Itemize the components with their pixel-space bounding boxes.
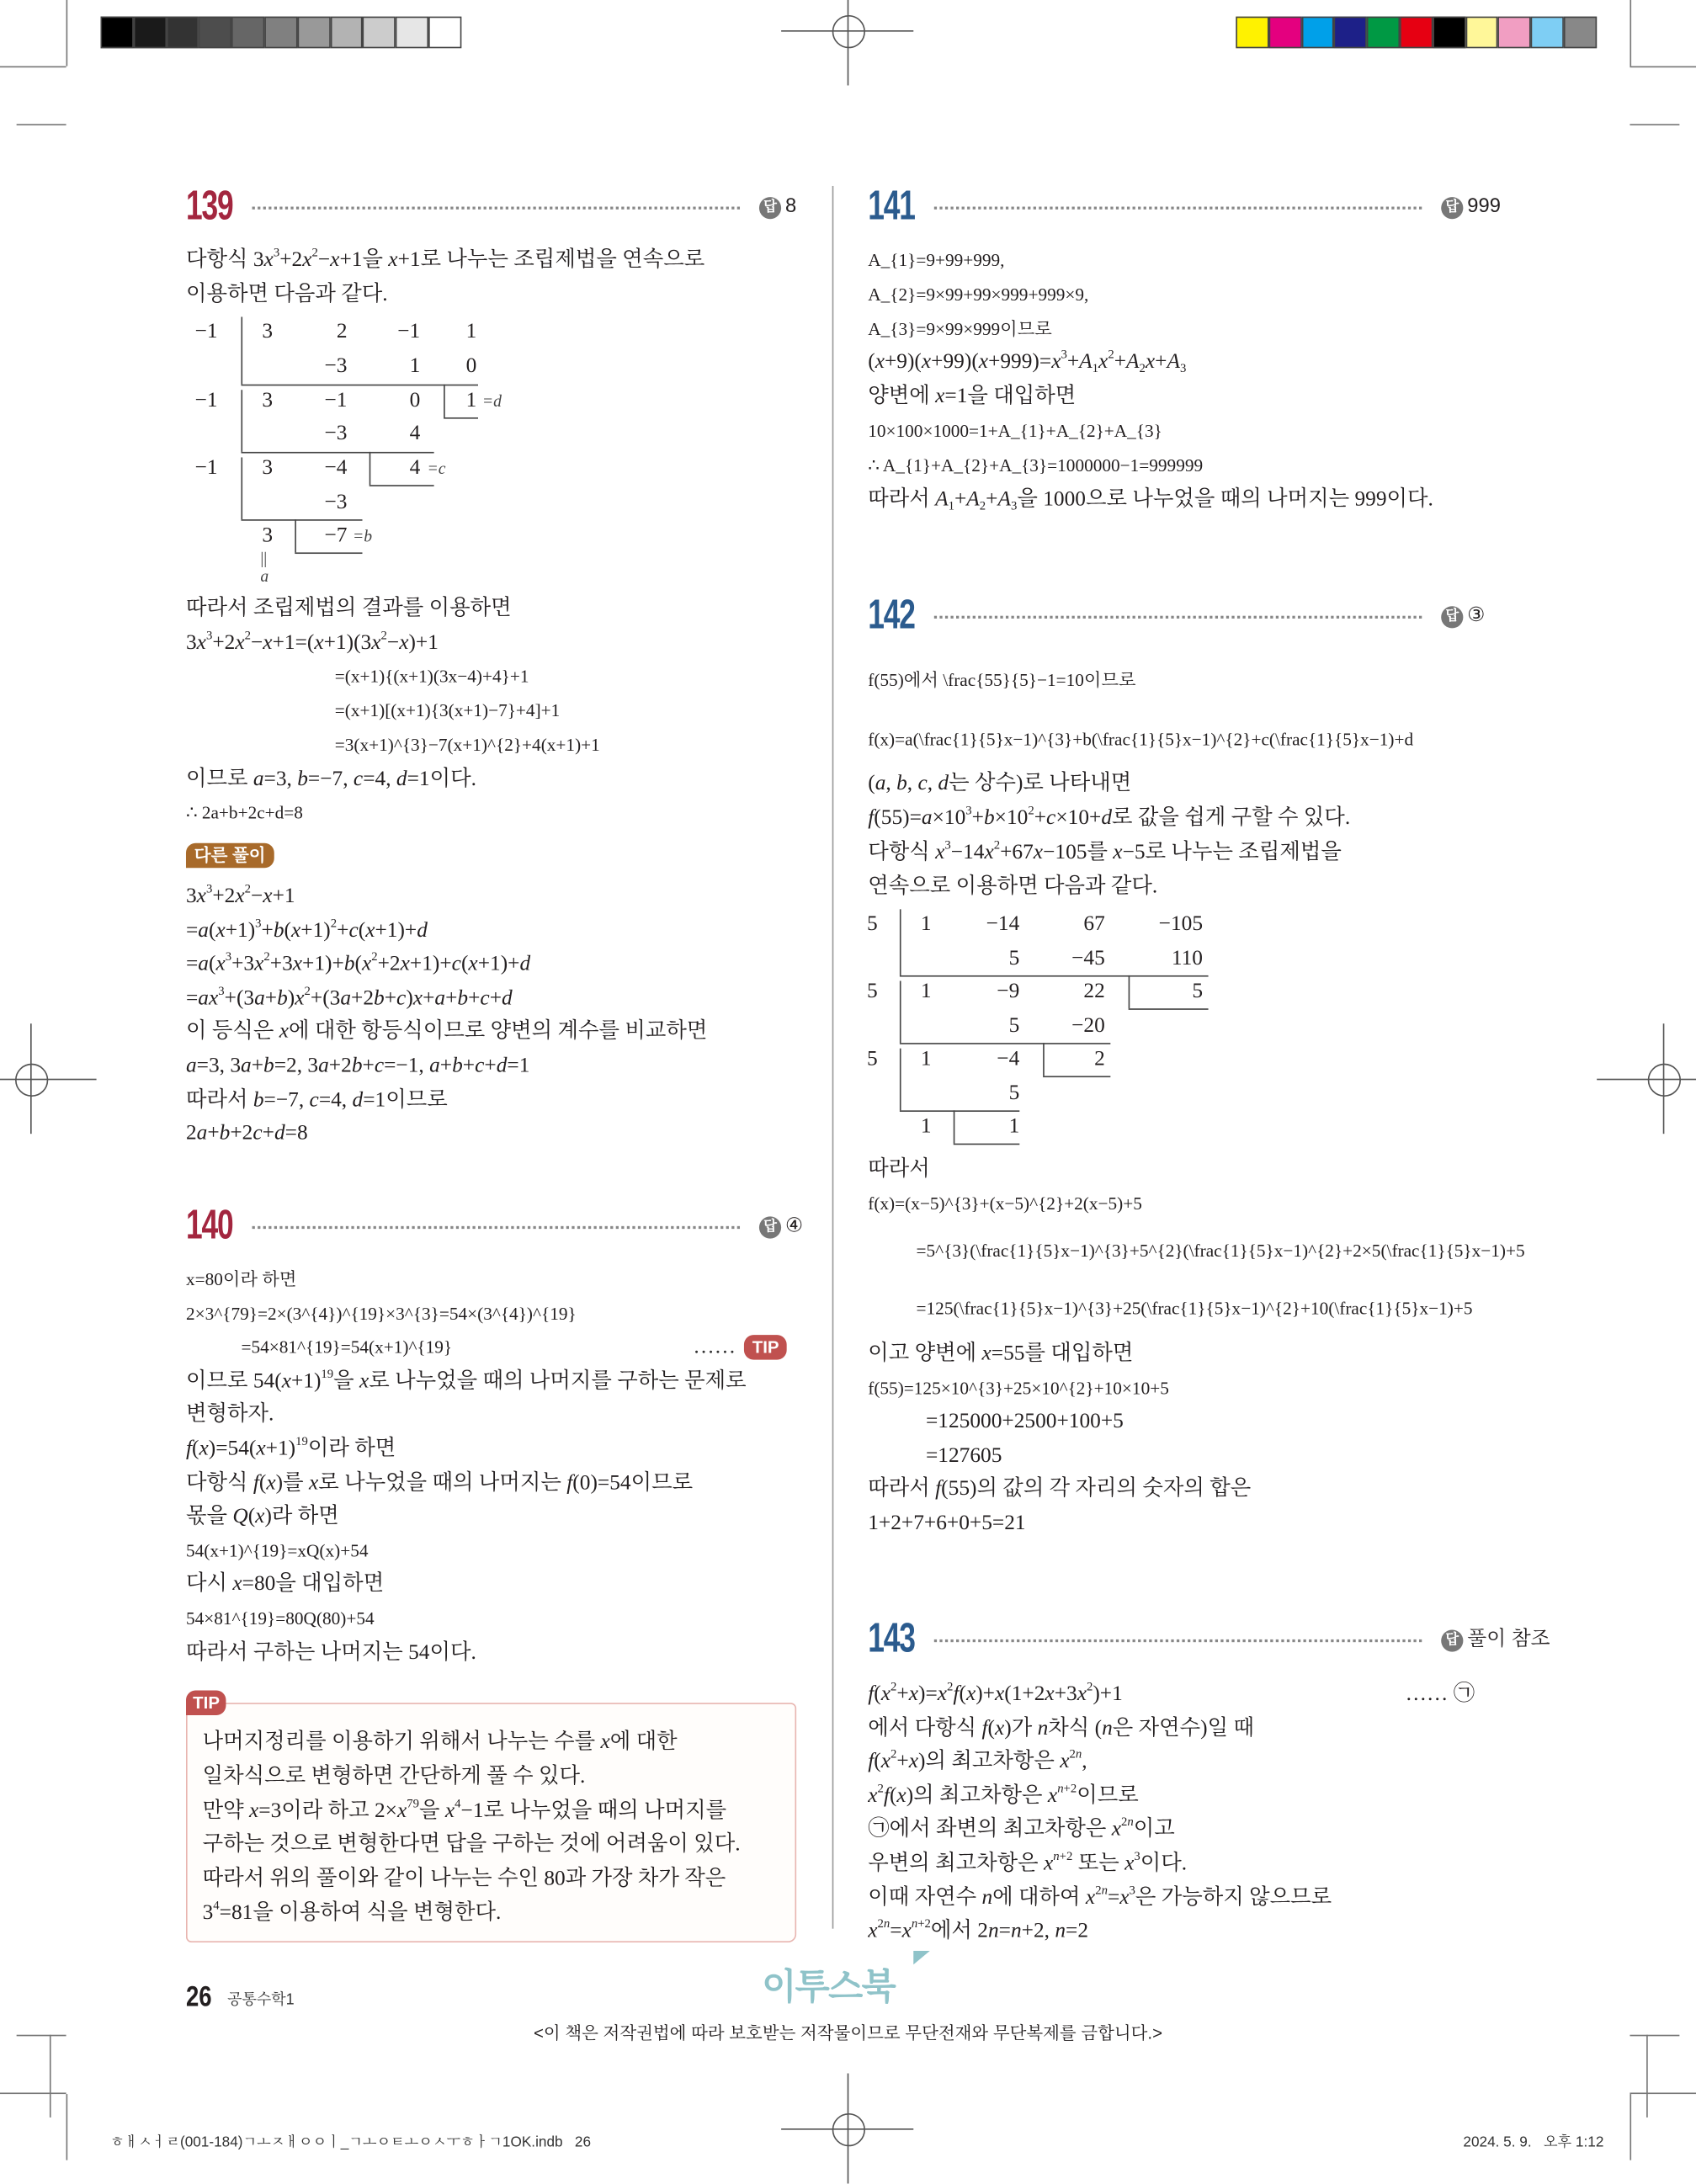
crop-mark [1630, 0, 1631, 66]
division-cell: 1 [1008, 1114, 1020, 1139]
text-line: ∴ A_{1}+A_{2}+A_{3}=1000000−1=999999 [868, 454, 1204, 476]
problem-number: 142 [868, 592, 915, 638]
leader-dots [253, 1226, 740, 1229]
division-cell: −1 [194, 455, 218, 480]
text-line: 나머지정리를 이용하기 위해서 나누는 수를 x에 대한 [202, 1730, 678, 1754]
gray-swatch [428, 17, 461, 49]
text-line: 연속으로 이용하면 다음과 같다. [868, 874, 1158, 899]
division-cell: 22 [1083, 979, 1105, 1003]
text-line: 따라서 b=−7, c=4, d=1이므로 [185, 1087, 448, 1112]
gray-swatch [330, 17, 363, 49]
gray-swatch [396, 17, 428, 49]
problem-number: 140 [185, 1203, 233, 1249]
division-cell: 0 [409, 388, 421, 412]
problem-number: 139 [185, 183, 233, 229]
division-cell: 5 [867, 979, 878, 1003]
color-swatch [1531, 17, 1564, 49]
division-cell: −3 [324, 421, 348, 445]
text-line: 이므로 a=3, b=−7, c=4, d=1이다. [185, 766, 476, 790]
text-line: =125(\frac{1}{5}x−1)^{3}+25(\frac{1}{5}x−1)^{2}+10(\frac{1}{5}x−1)+5 [916, 1297, 1473, 1319]
text-line: 따라서 구하는 나머지는 54이다. [185, 1639, 476, 1664]
text-line: 다시 x=80을 대입하면 [185, 1572, 385, 1597]
text-line: $f(x)=54(x+1)^{19}$이라 하면 [185, 1434, 396, 1461]
gray-swatch [199, 17, 231, 49]
color-swatch [1465, 17, 1498, 49]
text-line: =54×81^{19}=54(x+1)^{19} [241, 1336, 453, 1358]
division-bar [241, 457, 242, 519]
division-cell: 110 [1171, 946, 1204, 970]
division-cell: 3 [262, 455, 274, 480]
division-cell: 1 [409, 353, 421, 378]
division-cell: 5 [867, 1047, 878, 1071]
logo-flag-icon [913, 1951, 930, 1964]
text-line: f(x)=(x−5)^{3}+(x−5)^{2}+2(x−5)+5 [868, 1193, 1142, 1214]
remainder-box [370, 452, 371, 485]
division-line [241, 519, 362, 521]
answer-value: 풀이 참조 [1467, 1628, 1550, 1651]
text-line: 2a+b+2c+d=8 [185, 1121, 308, 1145]
registration-line [1597, 1079, 1696, 1081]
label-equals: || [260, 548, 268, 568]
label-d: =d [481, 391, 502, 411]
division-cell: 1 [920, 911, 932, 936]
copyright-notice: <이 책은 저작권법에 따라 보호받는 저작물이므로 무단전재와 무단복제를 금합니다.> [533, 2023, 1163, 2043]
gray-swatch [133, 17, 166, 49]
division-cell: 4 [409, 455, 421, 480]
answer-value: ③ [1467, 604, 1486, 627]
answer-badge-icon: 답 [759, 1216, 781, 1238]
text-line: f(55)=125×10^{3}+25×10^{2}+10×10+5 [868, 1377, 1169, 1399]
answer-badge-icon: 답 [1441, 606, 1463, 628]
tip-tag: TIP [186, 1690, 226, 1714]
division-cell: −45 [1071, 946, 1105, 970]
text-line: f(55)에서 \frac{55}{5}−1=10이므로 [868, 669, 1136, 691]
gray-swatch [297, 17, 330, 49]
crop-mark [66, 0, 68, 66]
text-line: 이고 양변에 x=55를 대입하면 [868, 1342, 1134, 1366]
division-cell: 1 [465, 319, 477, 343]
answer-badge-icon: 답 [759, 197, 781, 219]
alternative-solution-tag: 다른 풀이 [186, 843, 274, 868]
division-bar [900, 980, 901, 1043]
text-line: 일차식으로 변형하면 간단하게 풀 수 있다. [202, 1764, 586, 1788]
text-line: 이용하면 다음과 같다. [185, 282, 388, 306]
registration-line [30, 1023, 32, 1134]
division-cell: 1 [920, 1114, 932, 1139]
registration-line [848, 2074, 849, 2184]
registration-line [1663, 1023, 1665, 1134]
color-swatch [1301, 17, 1334, 49]
problem-number: 143 [868, 1616, 915, 1662]
text-line: 따라서 위의 풀이와 같이 나누는 수인 80과 가장 차가 작은 [202, 1867, 726, 1891]
division-cell: 5 [1008, 1013, 1020, 1038]
division-cell: 67 [1083, 911, 1105, 936]
text-line: 에서 다항식 f(x)가 n차식 (n은 자연수)일 때 [868, 1715, 1255, 1740]
color-swatch [1400, 17, 1433, 49]
label-a: a [260, 566, 269, 586]
text-line: A_{3}=9×99×999이므로 [868, 317, 1052, 339]
division-cell: −3 [324, 490, 348, 514]
text-line: =5^{3}(\frac{1}{5}x−1)^{3}+5^{2}(\frac{1}{5}x−1)^{2}+2×5(\frac{1}{5}x−1)+5 [916, 1240, 1525, 1261]
answer-value: ④ [785, 1214, 804, 1237]
color-swatch [1236, 17, 1268, 49]
text-line: 따라서 [868, 1156, 930, 1181]
remainder-box [1129, 1008, 1209, 1010]
answer [759, 1214, 803, 1238]
division-line [241, 385, 478, 386]
remainder-box [954, 1110, 955, 1143]
crop-mark [1630, 66, 1696, 68]
text-line: =125000+2500+100+5 [925, 1409, 1124, 1433]
division-bar [900, 909, 901, 975]
text-line: 다항식 f(x)를 x로 나누었을 때의 나머지는 f(0)=54이므로 [185, 1470, 694, 1495]
equation-ref: …… ㉠ [1405, 1682, 1475, 1706]
division-cell: 5 [1192, 979, 1204, 1003]
division-cell: 4 [409, 421, 421, 445]
remainder-box [1043, 1076, 1110, 1077]
text-line: 구하는 것으로 변형한다면 답을 구하는 것에 어려움이 있다. [202, 1832, 741, 1857]
division-cell: 1 [920, 979, 932, 1003]
division-cell: −1 [397, 319, 421, 343]
color-swatch [1564, 17, 1597, 49]
text-line: 이므로 $54(x+1)^{19}$을 x로 나누었을 때의 나머지를 구하는 문제로 [185, 1366, 747, 1393]
answer-value: 999 [1467, 195, 1501, 218]
text-line: f(x)=a(\frac{1}{5}x−1)^{3}+b(\frac{1}{5}x−1)^{2}+c(\frac{1}{5}x−1)+d [868, 728, 1414, 750]
division-cell: −20 [1071, 1013, 1105, 1038]
text-line: $(x+9)(x+99)(x+999)=x^3+A_1x^2+A_2x+A_3$ [868, 348, 1187, 375]
text-line: $x^{2n}=x^{n+2}$에서 2n=n+2, n=2 [868, 1916, 1089, 1943]
color-swatch [1268, 17, 1301, 49]
gray-swatch [166, 17, 199, 49]
text-line: 10×100×1000=1+A_{1}+A_{2}+A_{3} [868, 420, 1162, 441]
text-line: a=3, 3a+b=2, 3a+2b+c=−1, a+b+c+d=1 [185, 1054, 530, 1078]
text-line: 이 등식은 x에 대한 항등식이므로 양변의 계수를 비교하면 [185, 1019, 708, 1044]
answer-badge-icon: 답 [1441, 1629, 1463, 1651]
color-swatch [1433, 17, 1465, 49]
text-line: $f(x^2+x)=x^2f(x)+x(1+2x+3x^2)+1$ [868, 1679, 1123, 1706]
answer [1441, 603, 1485, 628]
gray-swatch [264, 17, 297, 49]
division-cell: 0 [465, 353, 477, 378]
division-cell: 2 [336, 319, 348, 343]
text-line: 1+2+7+6+0+5=21 [868, 1511, 1026, 1535]
division-cell: −105 [1158, 911, 1204, 936]
leader-dots [253, 207, 740, 210]
remainder-box [370, 485, 434, 486]
answer [759, 194, 796, 219]
color-swatch [1334, 17, 1367, 49]
division-cell: 5 [1008, 946, 1020, 970]
division-cell: 1 [465, 388, 477, 412]
tip-ref-dots: …… [693, 1335, 736, 1358]
remainder-box [1129, 975, 1130, 1008]
publisher-logo: 이투스북 [762, 1965, 896, 2007]
text-line: 다항식 $3x^3+2x^2-x+1$을 x+1로 나누는 조립제법을 연속으로 [185, 245, 705, 272]
text-line: $=a(x+1)^3+b(x+1)^2+c(x+1)+d$ [185, 915, 428, 942]
division-bar [241, 316, 242, 384]
crop-mark [1630, 2092, 1696, 2094]
division-cell: −1 [194, 319, 218, 343]
division-cell: −14 [986, 911, 1020, 936]
text-line: $=a(x^3+3x^2+3x+1)+b(x^2+2x+1)+c(x+1)+d$ [185, 949, 531, 976]
text-line: 우변의 최고차항은 $x^{n+2}$ 또는 $x^3$이다. [868, 1848, 1188, 1875]
text-line: 다항식 $x^3-14x^2+67x-105$를 x−5로 나누는 조립제법을 [868, 837, 1342, 864]
division-line [900, 975, 1209, 977]
gray-swatch [231, 17, 264, 49]
text-line: ㉠에서 좌변의 최고차항은 $x^{2n}$이고 [868, 1815, 1175, 1841]
book-title: 공통수학1 [227, 1991, 295, 2009]
text-line: 2×3^{79}=2×(3^{4})^{19}×3^{3}=54×(3^{4})^{19} [185, 1302, 577, 1324]
text-line: A_{2}=9×99+99×999+999×9, [868, 283, 1089, 305]
problem-number: 141 [868, 183, 915, 229]
gray-swatch [363, 17, 396, 49]
crop-mark [0, 2092, 66, 2094]
crop-mark [50, 2035, 51, 2118]
division-cell: −3 [324, 353, 348, 378]
text-line: $x^2f(x)$의 최고차항은 $x^{n+2}$이므로 [868, 1781, 1139, 1808]
crop-mark [17, 124, 66, 125]
division-cell: 5 [867, 911, 878, 936]
division-cell: 3 [262, 319, 274, 343]
division-cell: −4 [997, 1047, 1020, 1071]
remainder-box [954, 1144, 1020, 1145]
text-line: =3(x+1)^{3}−7(x+1)^{2}+4(x+1)+1 [334, 734, 600, 755]
division-cell: 5 [1008, 1081, 1020, 1105]
slug-file: ㅎㅐㅅㅓㄹ(001-184)ㄱㅗㅈㅐㅇㅇㅣ_ㄱㅗㅇㅌㅗㅇㅅㅜㅎㅏㄱ1OK.indb 26 [109, 2134, 592, 2151]
text-line: $3x^3+2x^2-x+1$ [185, 881, 295, 908]
answer-badge-icon: 답 [1441, 197, 1463, 219]
text-line: 변형하자. [185, 1403, 274, 1427]
text-line: (a, b, c, d는 상수)로 나타내면 [868, 771, 1132, 795]
registration-line [848, 0, 849, 85]
crop-mark [1646, 2035, 1648, 2118]
division-cell: −4 [324, 455, 348, 480]
text-line: =127605 [925, 1443, 1002, 1468]
text-line: $3x^3+2x^2-x+1=(x+1)(3x^2-x)+1$ [185, 627, 439, 655]
remainder-box [1043, 1043, 1045, 1076]
text-line: $f(55)=a\times 10^3+b\times 10^2+c\times 10+d$로 값을 쉽게 구할 수 있다. [868, 803, 1351, 830]
text-line: A_{1}=9+99+999, [868, 249, 1005, 270]
remainder-box [295, 552, 362, 554]
gray-swatch [100, 17, 133, 49]
text-line: 54(x+1)^{19}=xQ(x)+54 [185, 1539, 369, 1561]
leader-dots [934, 1639, 1422, 1642]
leader-dots [934, 616, 1422, 619]
text-line: 이때 자연수 n에 대하여 $x^{2n}=x^3$은 가능하지 않으므로 [868, 1882, 1332, 1910]
division-bar [900, 1049, 901, 1111]
label-b: =b [353, 526, 373, 546]
division-cell: −1 [194, 388, 218, 412]
answer-value: 8 [785, 195, 797, 218]
crop-mark [0, 66, 66, 68]
remainder-box [444, 417, 478, 419]
text-line: =(x+1){(x+1)(3x−4)+4}+1 [334, 666, 529, 687]
text-line: 따라서 조립제법의 결과를 이용하면 [185, 596, 512, 620]
text-line: 따라서 f(55)의 값의 각 자리의 숫자의 합은 [868, 1476, 1252, 1501]
color-swatch [1367, 17, 1400, 49]
registration-line [0, 1079, 97, 1081]
text-line: 몫을 Q(x)라 하면 [185, 1504, 339, 1528]
division-cell: 3 [262, 523, 274, 547]
answer [1441, 194, 1501, 219]
text-line: 양변에 x=1을 대입하면 [868, 385, 1077, 408]
text-line: ∴ 2a+b+2c+d=8 [185, 801, 303, 823]
remainder-box [295, 519, 296, 552]
slug-date: 2024. 5. 9. 오후 1:12 [1463, 2134, 1604, 2151]
crop-mark [1630, 124, 1679, 125]
tip-ref-tag: TIP [744, 1335, 787, 1359]
crop-mark [1630, 2094, 1631, 2160]
leader-dots [934, 207, 1422, 210]
text-line: 54×81^{19}=80Q(80)+54 [185, 1607, 375, 1629]
division-line [900, 1110, 1019, 1112]
division-cell: −7 [324, 523, 348, 547]
division-cell: −9 [997, 979, 1020, 1003]
color-swatch [1498, 17, 1531, 49]
label-c: =c [427, 459, 446, 479]
division-cell: 2 [1094, 1047, 1105, 1071]
division-cell: 1 [920, 1047, 932, 1071]
text-line: $3^4=81$을 이용하여 식을 변형한다. [202, 1898, 502, 1925]
division-cell: −1 [324, 388, 348, 412]
division-line [900, 1043, 1110, 1044]
page-number: 26 [185, 1980, 212, 2013]
text-line: 따라서 $A_1+A_2+A_3$을 1000으로 나누었을 때의 나머지는 999이다. [868, 486, 1433, 513]
text-line: $f(x^2+x)$의 최고차항은 $x^{2n}$, [868, 1746, 1087, 1773]
text-line: =(x+1)[(x+1){3(x+1)−7}+4]+1 [334, 699, 561, 721]
division-line [241, 452, 433, 454]
division-cell: 3 [262, 388, 274, 412]
crop-mark [66, 2094, 68, 2160]
division-bar [241, 390, 242, 452]
answer [1441, 1627, 1550, 1651]
remainder-box [444, 385, 445, 417]
text-line: x=80이라 하면 [185, 1268, 297, 1290]
text-line: $=ax^3+(3a+b)x^2+(3a+2b+c)x+a+b+c+d$ [185, 983, 513, 1010]
text-line: 만약 x=3이라 하고 $2\times x^{79}$을 $x^4-1$로 나누었을 때의 나머지를 [202, 1795, 727, 1822]
